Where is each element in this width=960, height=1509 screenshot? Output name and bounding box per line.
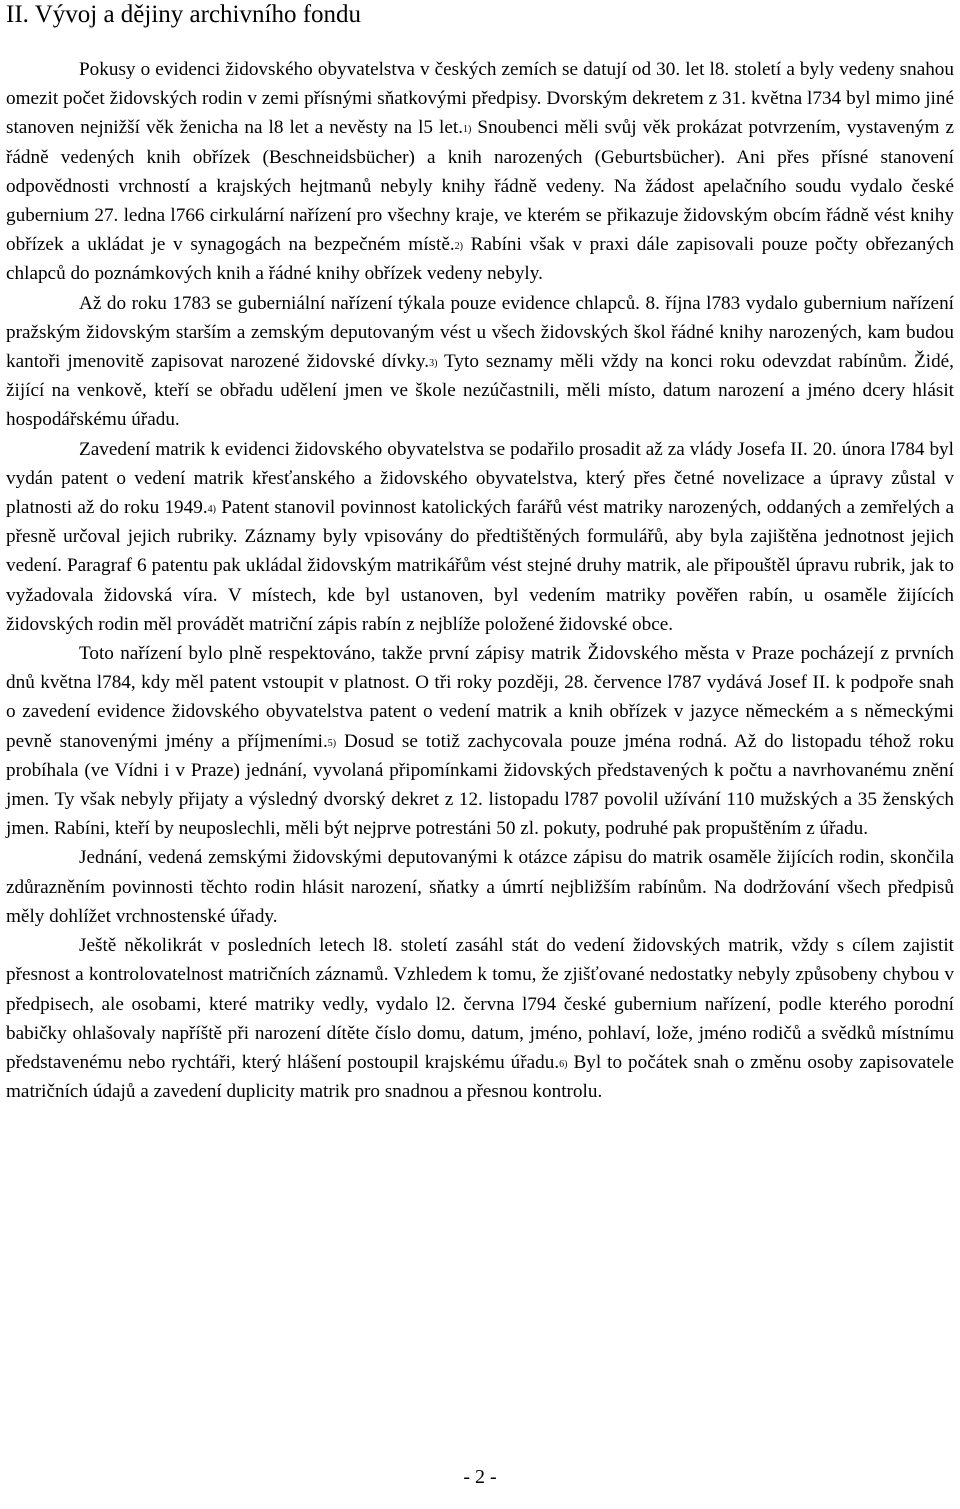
paragraph-text: Byl to počátek snah o změnu osoby zapisovatele matričních údajů a zavedení duplicity matrik pro snadnou a přesnou kontrolu. (6, 1051, 954, 1103)
paragraph-text: Až do roku 1783 se guberniální nařízení týkala pouze evidence chlapců. 8. října l783 vydalo gubernium nařízení pražským židovským starším a zemským deputovaným vést u všech židovských škol řádné knihy narozených, kam budou kantoři jmenovitě zapisovat narozené židovské dívky. (6, 292, 954, 373)
footnote-marker: 4) (207, 504, 216, 516)
page-number: - 2 - (463, 1466, 497, 1488)
paragraph (6, 435, 954, 639)
paragraph-text: Pokusy o evidenci židovského obyvatelstva v českých zemích se datují od 30. let l8. století a byly vedeny snahou omezit počet židovských rodin v zemi přísnými sňatkovými předpisy. Dvorským dekretem z 31. května l734 byl mimo jiné stanoven nejnižší věk ženicha na l8 let a nevěsty na l5 let. (6, 59, 954, 139)
paragraph (6, 639, 954, 843)
chapter-heading: II. Vývoj a dějiny archivního fondu (6, 1, 362, 28)
paragraph-text: Rabíni však v praxi dále zapisovali pouze počty obřezaných chlapců do poznámkových knih a řádné knihy obřízek vedeny nebyly. (6, 234, 955, 285)
footnote-marker: 2) (454, 241, 464, 253)
paragraph (6, 289, 954, 435)
paragraph-text: Tyto seznamy měli vždy na konci roku odevzdat rabínům. Židé, žijící na venkově, kteří se obřadu udělení jmen ve škole nezúčastnili, měli místo, datum narození a jméno dcery hlásit hospodářskému úřadu. (6, 351, 954, 431)
paragraph-text: Toto nařízení bylo plně respektováno, takže první zápisy matrik Židovského města v Praze pocházejí z prvních dnů května l784, kdy měl patent vstoupit v platnost. O tři roky později, 28. července l787 vydává Josef II. k podpoře snah o zavedení evidence židovského obyvatelstva patent o vedení matrik a knih obřízek v jazyce německém a s německými pevně stanovenými jmény a příjmeními. (6, 643, 954, 752)
footnote-marker: 3) (429, 358, 438, 370)
footnote-marker: 5) (327, 737, 337, 749)
paragraph-text: Patent stanovil povinnost katolických farářů vést matriky narozených, oddaných a zemřelých a přesně určoval jejich rubriky. Záznamy byly vpisovány do předtištěných formulářů, aby byla zajištěna jednotnost jejich vedení. Paragraf 6 patentu pak ukládal židovským matrikářům vést stejné druhy matrik, ale připouštěl úpravu rubrik, jak to vyžadovala židovská víra. V místech, kde byl ustanoven, byl vedením matriky pověřen rabín, u osaměle žijících židovských rodin měl provádět matriční zápis rabín z nejblíže položené židovské obce. (6, 497, 954, 635)
footnote-marker: 1) (463, 124, 472, 136)
paragraph (6, 843, 954, 931)
footnote-marker: 6) (559, 1058, 568, 1070)
paragraph-text: Ještě několikrát v posledních letech l8. století zasáhl stát do vedení židovských matrik, vždy s cílem zajistit přesnost a kontrolovatelnost matričních záznamů. Vzhledem k tomu, že zjišťované nedostatky nebyly způsobeny chybou v předpisech, ale osobami, které matriky vedly, vydalo l2. června l794 české gubernium nařízení, podle kterého porodní babičky ohlašovaly napříště při narození dítěte číslo domu, datum, jméno, pohlaví, lože, jméno rodičů a svědků místnímu představenému nebo rychtáři, který hlášení postoupil krajskému úřadu. (6, 935, 954, 1073)
paragraph (6, 55, 954, 289)
paragraph-text: Snoubenci měli svůj věk prokázat potvrzením, vystaveným z řádně vedených knih obřízek (Beschneidsbücher) a knih narozených (Geburtsbücher). Ani přes přísné stanovení odpovědnosti vrchností a krajských hejtmanů nebyly knihy řádně vedeny. Na žádost apelačního soudu vydalo české gubernium 27. ledna l766 cirkulární nařízení pro všechny kraje, ve kterém se přikazuje židovským obcím řádně vést knihy obřízek a ukládat je v synagogách na bezpečném místě. (6, 117, 954, 256)
paragraph-text: Jednání, vedená zemskými židovskými deputovanými k otázce zápisu do matrik osaměle žijících rodin, skončila zdůrazněním povinnosti těchto rodin hlásit narození, sňatky a úmrtí nejbližším rabínům. Na dodržování všech předpisů měly dohlížet vrchnostenské úřady. (6, 847, 954, 927)
paragraph (6, 931, 954, 1106)
paragraph-text: Dosud se totiž zachycovala pouze jména rodná. Až do listopadu téhož roku probíhala (ve Vídni i v Praze) jednání, vyvolaná připomínkami židovských představených k počtu a navrhovanému znění jmen. Ty však nebyly přijaty a výsledný dvorský dekret z 12. listopadu l787 povolil užívání 110 mužských a 35 ženských jmen. Rabíni, kteří by neuposlechli, měli být nejprve potrestáni 50 zl. pokuty, podruhé pak propuštěním z úřadu. (6, 730, 954, 840)
paragraph-text: Zavedení matrik k evidenci židovského obyvatelstva se podařilo prosadit až za vlády Josefa II. 20. února l784 byl vydán patent o vedení matrik křesťanského a židovského obyvatelstva, který přes četné novelizace a úpravy zůstal v platnosti až do roku 1949. (6, 438, 954, 519)
chapter-body (6, 55, 954, 1106)
